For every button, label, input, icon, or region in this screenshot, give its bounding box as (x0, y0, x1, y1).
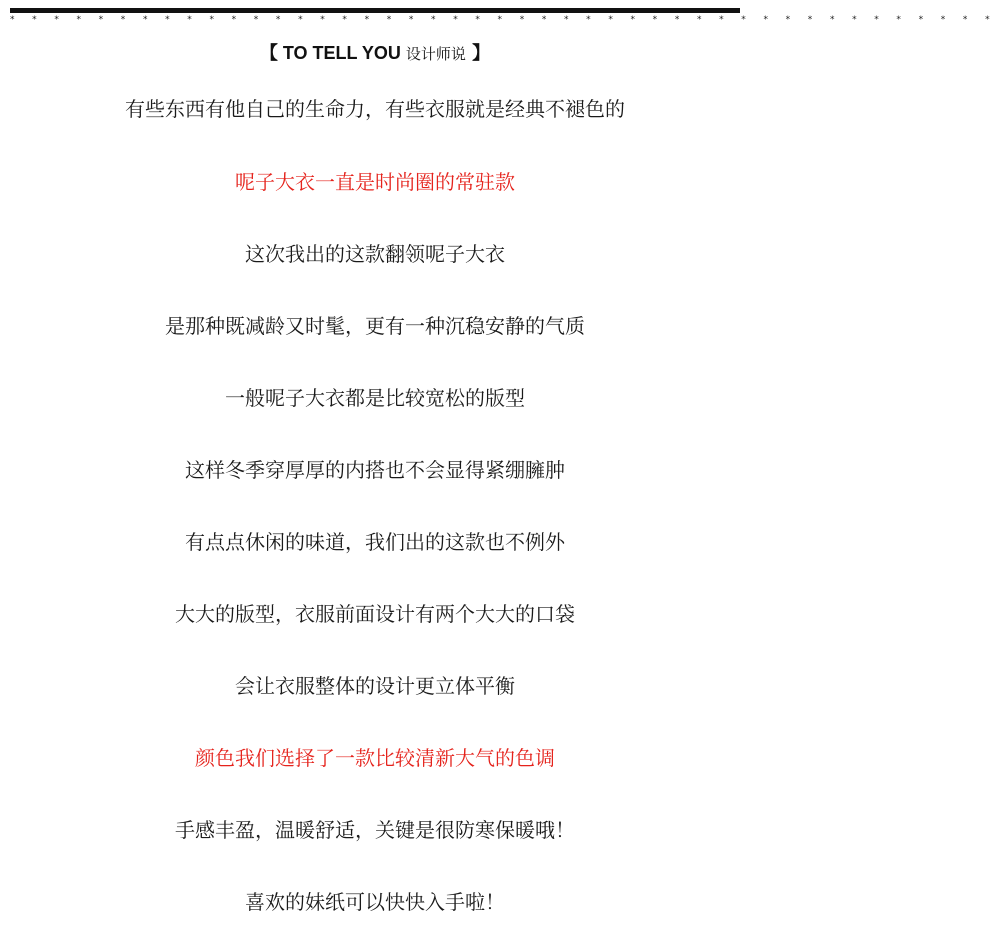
text-line-8: 大大的版型，衣服前面设计有两个大大的口袋 (175, 602, 575, 626)
text-line-1: 有些东西有他自己的生命力，有些衣服就是经典不褪色的 (125, 97, 625, 121)
title-close-bracket: 】 (465, 43, 491, 64)
title-chinese: 设计师说 (405, 45, 466, 63)
text-line-6: 这样冬季穿厚厚的内搭也不会显得紧绷臃肿 (185, 458, 565, 482)
text-line-11: 手感丰盈，温暖舒适，关键是很防寒保暖哦！ (175, 818, 575, 842)
text-line-5: 一般呢子大衣都是比较宽松的版型 (225, 386, 525, 410)
text-line-12: 喜欢的妹纸可以快快入手啦！ (245, 890, 505, 914)
star-decoration-row: * * * * * * * * * * * * * * * * * * * * * * * * * * * * * * * * * * * * * * * * * * * * * (10, 15, 997, 25)
text-line-2: 呢子大衣一直是时尚圈的常驻款 (235, 170, 515, 194)
text-line-7: 有点点休闲的味道，我们出的这款也不例外 (185, 530, 565, 554)
text-line-10: 颜色我们选择了一款比较清新大气的色调 (195, 746, 555, 770)
title-english: TO TELL YOU (277, 43, 406, 63)
text-line-3: 这次我出的这款翻领呢子大衣 (245, 242, 505, 266)
section-title (0, 38, 750, 69)
text-line-9: 会让衣服整体的设计更立体平衡 (235, 674, 515, 698)
text-line-4: 是那种既减龄又时髦，更有一种沉稳安静的气质 (165, 314, 585, 338)
title-open-bracket: 【 (259, 43, 278, 64)
